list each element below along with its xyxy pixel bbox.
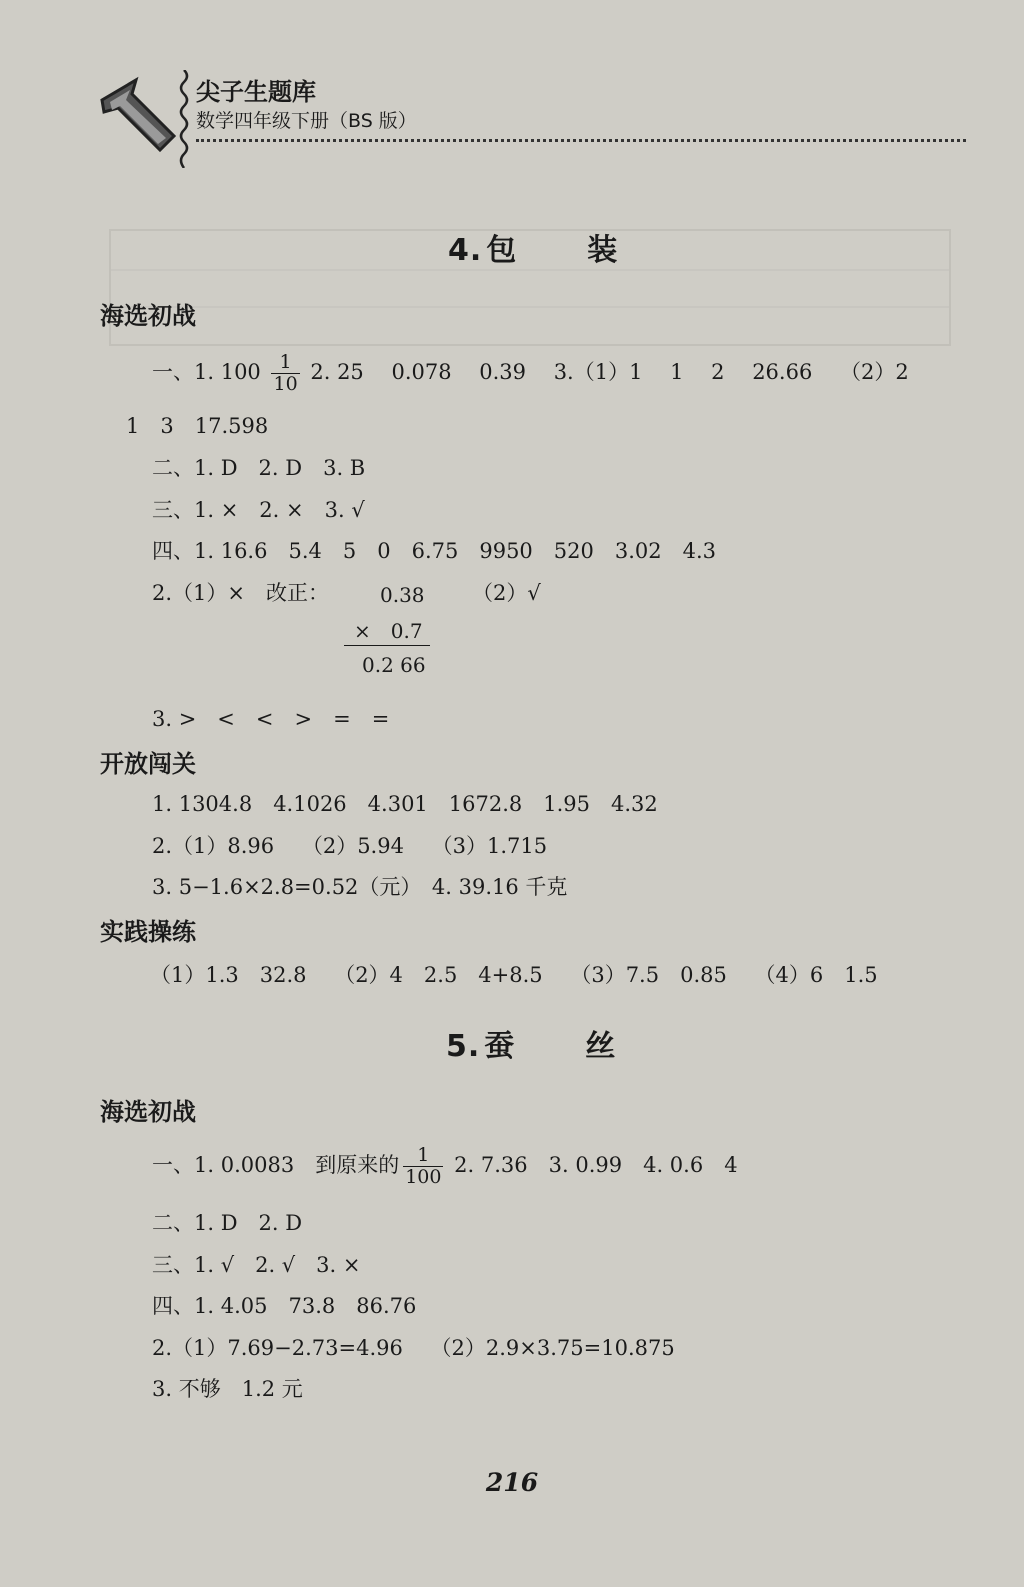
section-name-part-b: 装: [587, 233, 619, 268]
fraction-numerator: 1: [417, 1144, 430, 1166]
answer-text: 一、1. 0.0083 到原来的: [152, 1152, 400, 1177]
answer-line: 2.（1）8.96 （2）5.94 （3）1.715: [152, 834, 548, 858]
answer-line: [152, 1145, 738, 1188]
answer-line: 三、1. √ 2. √ 3. ×: [152, 1253, 361, 1277]
multiplication-rule: [344, 645, 430, 646]
answer-line: （2）√: [472, 581, 541, 605]
subheading: 实践操练: [100, 918, 196, 946]
answer-line: 二、1. D 2. D: [152, 1211, 303, 1235]
answer-line: [152, 352, 909, 395]
answer-line: 2.（1）× 改正：: [152, 581, 329, 605]
subheading: 海选初战: [100, 302, 196, 330]
answer-line: 2.（1）7.69−2.73=4.96 （2）2.9×3.75=10.875: [152, 1336, 675, 1360]
arrow-logo-icon: [96, 72, 182, 168]
fraction: [403, 1145, 443, 1188]
multiplication-multiplier: × 0.7: [354, 619, 423, 643]
section-name-part-a: 蚕: [484, 1029, 516, 1064]
answer-line: 四、1. 4.05 73.8 86.76: [152, 1294, 417, 1318]
answer-line: 3. 不够 1.2 元: [152, 1377, 303, 1401]
answer-line: 3. > < < > = =: [152, 707, 390, 731]
answer-line: 1. 1304.8 4.1026 4.301 1672.8 1.95 4.32: [152, 792, 658, 816]
answer-line: 二、1. D 2. D 3. B: [152, 456, 366, 480]
fraction-denominator: 100: [405, 1165, 442, 1188]
answer-line: 3. 5−1.6×2.8=0.52（元） 4. 39.16 千克: [152, 875, 568, 899]
answer-text: 一、1. 100: [152, 359, 261, 384]
fraction-denominator: 10: [273, 372, 298, 395]
section-number: 4.: [448, 233, 483, 268]
header-wavy-rule: [178, 70, 190, 168]
book-title: 尖子生题库: [196, 78, 316, 106]
answer-line: 三、1. × 2. × 3. √: [152, 498, 365, 522]
section-name-part-a: 包: [486, 233, 518, 268]
section-number: 5.: [446, 1029, 481, 1064]
fraction-numerator: 1: [279, 351, 292, 373]
book-subtitle: 数学四年级下册（BS 版）: [196, 110, 417, 132]
fraction: [271, 352, 299, 395]
section-title-5: [446, 1021, 616, 1065]
answer-line: 四、1. 16.6 5.4 5 0 6.75 9950 520 3.02 4.3: [152, 539, 717, 563]
multiplication-top: 0.38: [380, 583, 425, 607]
page-number: 216: [485, 1468, 539, 1497]
answer-line: （1）1.3 32.8 （2）4 2.5 4+8.5 （3）7.5 0.85 （4）6 1.5: [150, 963, 878, 987]
section-name-part-b: 丝: [585, 1029, 617, 1064]
answer-line: 1 3 17.598: [126, 414, 269, 438]
answer-text: 2. 25 0.078 0.39 3.（1）1 1 2 26.66 （2）2: [310, 359, 909, 384]
answer-text: 2. 7.36 3. 0.99 4. 0.6 4: [454, 1152, 738, 1177]
section-title-4: [448, 225, 618, 269]
subheading: 开放闯关: [100, 750, 196, 778]
subheading: 海选初战: [100, 1098, 196, 1126]
multiplication-result: 0.2 66: [362, 653, 426, 677]
header-divider: [196, 139, 966, 142]
